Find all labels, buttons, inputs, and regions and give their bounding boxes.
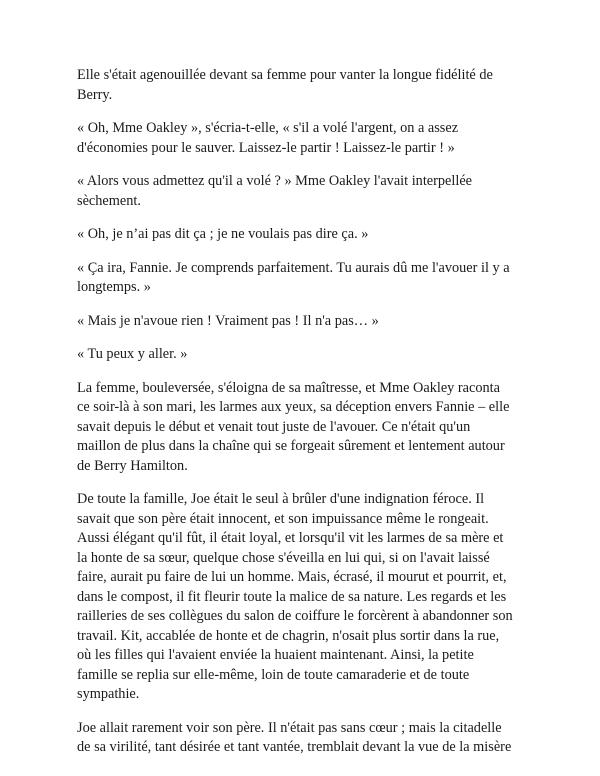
paragraph-4: « Oh, je n’ai pas dit ça ; je ne voulais pas dire ça. »	[77, 226, 369, 242]
paragraph-2: « Oh, Mme Oakley », s'écria-t-elle, « s'il a volé l'argent, on a assez d'économies pour le sauver. Laissez-le partir ! Laissez-le partir ! »	[77, 120, 459, 156]
paragraph-3: « Alors vous admettez qu'il a volé ? » Mme Oakley l'avait interpellée sèchement.	[77, 173, 473, 209]
document-page	[77, 66, 542, 772]
paragraph-7: « Tu peux y aller. »	[77, 346, 188, 362]
paragraph-9: De toute la famille, Joe était le seul à brûler d'une indignation féroce. Il savait que son père était innocent, et son impuissance même le rongeait. Aussi élégant qu'il fût, il était loyal, et lorsqu'il vit les larmes de sa mère et la honte de sa sœur, quelque chose s'éveilla en lui qui, si on l'avait laissé faire, aurait pu faire de lui un homme. Mais, écrasé, il mourut et pourrit, et, dans le compost, il fit fleurir toute la malice de sa nature. Les regards et les railleries de ses collègues du salon de coiffure le forcèrent à abandonner son travail. Kit, accablée de honte et de chagrin, n'osait plus sortir dans la rue, où les filles qui l'avaient enviée la huaient maintenant. Ainsi, la petite famille se replia sur elle-même, loin de toute camaraderie et de toute sympathie.	[77, 491, 513, 702]
paragraph-5: « Ça ira, Fannie. Je comprends parfaitement. Tu aurais dû me l'avouer il y a longtemps. »	[77, 259, 510, 295]
paragraph-6: « Mais je n'avoue rien ! Vraiment pas ! Il n'a pas… »	[77, 312, 379, 329]
paragraph-1: Elle s'était agenouillée devant sa femme pour vanter la longue fidélité de Berry.	[77, 67, 493, 103]
paragraph-8: La femme, bouleversée, s'éloigna de sa maîtresse, et Mme Oakley raconta ce soir-là à son mari, les larmes aux yeux, sa déception envers Fannie – elle savait depuis le début et venait tout juste de l'avouer. Ce n'était qu'un maillon de plus dans la chaîne qui se forgeait sûrement et lentement autour de Berry Hamilton.	[77, 379, 510, 474]
paragraph-10: Joe allait rarement voir son père. Il n'était pas sans cœur ; mais la citadelle de sa virilité, tant désirée et tant vantée, tremblait devant la vue de la misère	[77, 719, 512, 755]
